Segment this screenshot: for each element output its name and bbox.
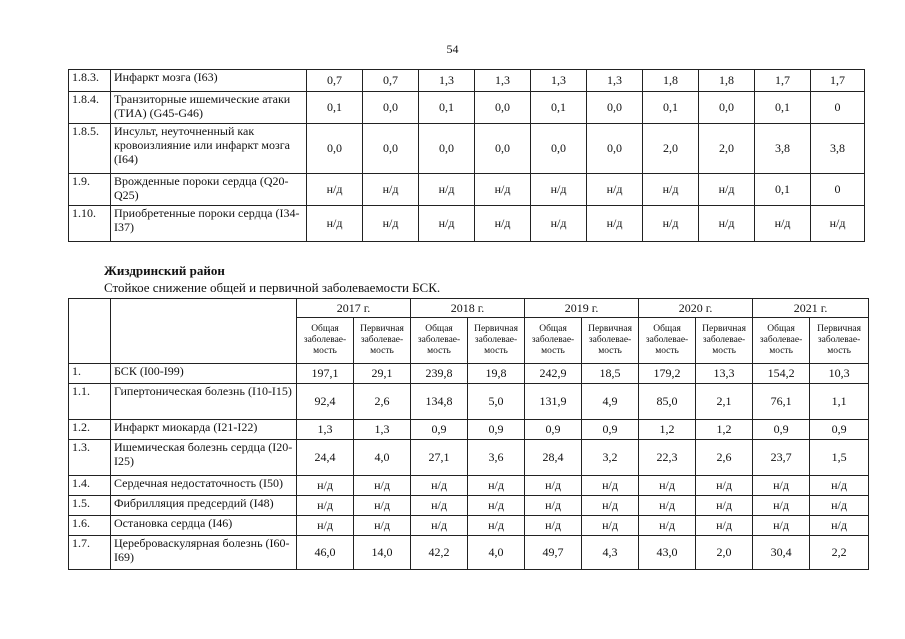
table-row (69, 440, 869, 476)
subheader-general: Общая заболевае-мость (297, 318, 354, 364)
value-cell: н/д (582, 516, 639, 536)
value-cell: 1,3 (475, 70, 531, 92)
value-cell: 0,1 (419, 92, 475, 124)
row-code: 1.8.5. (69, 124, 111, 174)
row-name: Транзиторные ишемические атаки (ТИА) (G45-G46) (111, 92, 307, 124)
row-name: Фибрилляция предсердий (I48) (111, 496, 297, 516)
value-cell: 0,0 (363, 92, 419, 124)
page-number: 54 (446, 42, 459, 56)
value-cell: н/д (468, 516, 525, 536)
row-code: 1.7. (69, 536, 111, 570)
value-cell: н/д (639, 496, 696, 516)
value-cell: н/д (475, 206, 531, 242)
value-cell: н/д (525, 476, 582, 496)
value-cell: н/д (525, 516, 582, 536)
subheader-primary: Первичная заболевае-мость (582, 318, 639, 364)
value-cell: 0,0 (363, 124, 419, 174)
value-cell: 0,0 (699, 92, 755, 124)
value-cell: 4,0 (468, 536, 525, 570)
value-cell: 0,9 (525, 420, 582, 440)
row-code: 1.1. (69, 384, 111, 420)
value-cell: 1,7 (755, 70, 811, 92)
row-code: 1.2. (69, 420, 111, 440)
row-name: Сердечная недостаточность (I50) (111, 476, 297, 496)
value-cell: 1,3 (419, 70, 475, 92)
value-cell: н/д (582, 476, 639, 496)
value-cell: н/д (531, 174, 587, 206)
value-cell: н/д (297, 476, 354, 496)
subheader-primary: Первичная заболевае-мость (810, 318, 869, 364)
subheader-primary: Первичная заболевае-мость (354, 318, 411, 364)
row-name: Инфаркт мозга (I63) (111, 70, 307, 92)
value-cell: 2,0 (643, 124, 699, 174)
value-cell: н/д (411, 476, 468, 496)
subheader-general: Общая заболевае-мость (411, 318, 468, 364)
row-name: Инсульт, неуточненный как кровоизлияние или инфаркт мозга (I64) (111, 124, 307, 174)
value-cell: н/д (419, 174, 475, 206)
value-cell: н/д (639, 516, 696, 536)
value-cell: 14,0 (354, 536, 411, 570)
value-cell: 3,2 (582, 440, 639, 476)
value-cell: 1,3 (354, 420, 411, 440)
value-cell: н/д (696, 476, 753, 496)
value-cell: 0,0 (475, 92, 531, 124)
value-cell: 28,4 (525, 440, 582, 476)
value-cell: 43,0 (639, 536, 696, 570)
value-cell: н/д (354, 496, 411, 516)
value-cell: 1,8 (643, 70, 699, 92)
value-cell: н/д (587, 206, 643, 242)
value-cell: 4,9 (582, 384, 639, 420)
value-cell: 2,6 (354, 384, 411, 420)
row-name: Остановка сердца (I46) (111, 516, 297, 536)
value-cell: н/д (307, 174, 363, 206)
section-title: Жиздринский район (104, 263, 225, 278)
table-row (69, 496, 869, 516)
row-code: 1.8.4. (69, 92, 111, 124)
value-cell: н/д (297, 516, 354, 536)
value-cell: 1,3 (587, 70, 643, 92)
value-cell: 1,3 (531, 70, 587, 92)
value-cell: 0,1 (755, 174, 811, 206)
value-cell: н/д (811, 206, 865, 242)
value-cell: 0,1 (307, 92, 363, 124)
value-cell: 1,7 (811, 70, 865, 92)
value-cell: н/д (525, 496, 582, 516)
value-cell: н/д (354, 476, 411, 496)
table-row (69, 476, 869, 496)
value-cell: 134,8 (411, 384, 468, 420)
row-code: 1.10. (69, 206, 111, 242)
value-cell: 23,7 (753, 440, 810, 476)
value-cell: 0,1 (755, 92, 811, 124)
value-cell: н/д (696, 516, 753, 536)
value-cell: н/д (419, 206, 475, 242)
year-header: 2020 г. (639, 299, 753, 318)
value-cell: 3,8 (755, 124, 811, 174)
year-header: 2019 г. (525, 299, 639, 318)
value-cell: н/д (475, 174, 531, 206)
value-cell: н/д (307, 206, 363, 242)
value-cell: н/д (810, 516, 869, 536)
row-name: Гипертоническая болезнь (I10-I15) (111, 384, 297, 420)
value-cell: 0,9 (411, 420, 468, 440)
year-header: 2018 г. (411, 299, 525, 318)
value-cell: 0,0 (587, 124, 643, 174)
value-cell: 131,9 (525, 384, 582, 420)
value-cell: 2,0 (696, 536, 753, 570)
subheader-primary: Первичная заболевае-мость (696, 318, 753, 364)
table-row (69, 70, 865, 92)
row-code: 1.5. (69, 496, 111, 516)
subheader-primary: Первичная заболевае-мость (468, 318, 525, 364)
value-cell: 76,1 (753, 384, 810, 420)
table-zhizdra (68, 298, 869, 570)
value-cell: 2,0 (699, 124, 755, 174)
year-header: 2017 г. (297, 299, 411, 318)
value-cell: 0,9 (582, 420, 639, 440)
value-cell: 0 (811, 92, 865, 124)
year-header: 2021 г. (753, 299, 869, 318)
value-cell: 1,5 (810, 440, 869, 476)
value-cell: 0,9 (468, 420, 525, 440)
value-cell: н/д (531, 206, 587, 242)
value-cell: 19,8 (468, 364, 525, 384)
value-cell: н/д (411, 496, 468, 516)
value-cell: 92,4 (297, 384, 354, 420)
value-cell: н/д (411, 516, 468, 536)
value-cell: 0,0 (307, 124, 363, 174)
value-cell: 4,0 (354, 440, 411, 476)
value-cell: 30,4 (753, 536, 810, 570)
value-cell: 0,0 (587, 92, 643, 124)
row-name: Цереброваскулярная болезнь (I60-I69) (111, 536, 297, 570)
table-row (69, 92, 865, 124)
row-code: 1.4. (69, 476, 111, 496)
value-cell: 197,1 (297, 364, 354, 384)
table-row (69, 384, 869, 420)
value-cell: 1,8 (699, 70, 755, 92)
value-cell: 2,2 (810, 536, 869, 570)
value-cell: н/д (699, 206, 755, 242)
value-cell: н/д (810, 476, 869, 496)
value-cell: 42,2 (411, 536, 468, 570)
subheader-general: Общая заболевае-мость (639, 318, 696, 364)
value-cell: 13,3 (696, 364, 753, 384)
table-row (69, 124, 865, 174)
year-header-row (69, 299, 869, 318)
value-cell: 154,2 (753, 364, 810, 384)
value-cell: н/д (753, 476, 810, 496)
value-cell: н/д (363, 206, 419, 242)
value-cell: 10,3 (810, 364, 869, 384)
value-cell: 0 (811, 174, 865, 206)
value-cell: н/д (755, 206, 811, 242)
value-cell: н/д (639, 476, 696, 496)
value-cell: 242,9 (525, 364, 582, 384)
value-cell: 1,2 (639, 420, 696, 440)
row-code: 1.3. (69, 440, 111, 476)
value-cell: н/д (297, 496, 354, 516)
table-continued (68, 69, 865, 242)
table-row (69, 174, 865, 206)
value-cell: н/д (643, 174, 699, 206)
value-cell: 0,9 (753, 420, 810, 440)
value-cell: 0,1 (531, 92, 587, 124)
value-cell: 24,4 (297, 440, 354, 476)
value-cell: н/д (363, 174, 419, 206)
row-name: БСК (I00-I99) (111, 364, 297, 384)
value-cell: н/д (699, 174, 755, 206)
row-code: 1.8.3. (69, 70, 111, 92)
row-name: Врожденные пороки сердца (Q20-Q25) (111, 174, 307, 206)
value-cell: 49,7 (525, 536, 582, 570)
value-cell: 0,0 (475, 124, 531, 174)
subheader-general: Общая заболевае-мость (753, 318, 810, 364)
value-cell: 85,0 (639, 384, 696, 420)
value-cell: н/д (696, 496, 753, 516)
value-cell: 0,7 (363, 70, 419, 92)
header-code-cell (69, 299, 111, 364)
value-cell: н/д (582, 496, 639, 516)
value-cell: н/д (587, 174, 643, 206)
value-cell: 1,2 (696, 420, 753, 440)
value-cell: н/д (810, 496, 869, 516)
value-cell: н/д (753, 496, 810, 516)
value-cell: 29,1 (354, 364, 411, 384)
value-cell: н/д (643, 206, 699, 242)
value-cell: 3,8 (811, 124, 865, 174)
table-row (69, 364, 869, 384)
value-cell: н/д (468, 496, 525, 516)
value-cell: н/д (468, 476, 525, 496)
value-cell: 4,3 (582, 536, 639, 570)
table-row (69, 536, 869, 570)
row-name: Приобретенные пороки сердца (I34-I37) (111, 206, 307, 242)
row-code: 1. (69, 364, 111, 384)
row-name: Ишемическая болезнь сердца (I20-I25) (111, 440, 297, 476)
table-row (69, 206, 865, 242)
value-cell: 18,5 (582, 364, 639, 384)
value-cell: 2,6 (696, 440, 753, 476)
value-cell: 1,1 (810, 384, 869, 420)
value-cell: 27,1 (411, 440, 468, 476)
row-code: 1.6. (69, 516, 111, 536)
row-code: 1.9. (69, 174, 111, 206)
section-subtitle: Стойкое снижение общей и первичной заболеваемости БСК. (104, 280, 441, 295)
subheader-general: Общая заболевае-мость (525, 318, 582, 364)
header-name-cell (111, 299, 297, 364)
value-cell: 5,0 (468, 384, 525, 420)
value-cell: н/д (753, 516, 810, 536)
value-cell: 0,9 (810, 420, 869, 440)
value-cell: 3,6 (468, 440, 525, 476)
value-cell: 239,8 (411, 364, 468, 384)
table-row (69, 516, 869, 536)
value-cell: 1,3 (297, 420, 354, 440)
value-cell: 22,3 (639, 440, 696, 476)
value-cell: 2,1 (696, 384, 753, 420)
table-row (69, 420, 869, 440)
row-name: Инфаркт миокарда (I21-I22) (111, 420, 297, 440)
value-cell: 0,0 (531, 124, 587, 174)
value-cell: 0,0 (419, 124, 475, 174)
value-cell: 179,2 (639, 364, 696, 384)
value-cell: 0,1 (643, 92, 699, 124)
value-cell: 46,0 (297, 536, 354, 570)
value-cell: 0,7 (307, 70, 363, 92)
value-cell: н/д (354, 516, 411, 536)
